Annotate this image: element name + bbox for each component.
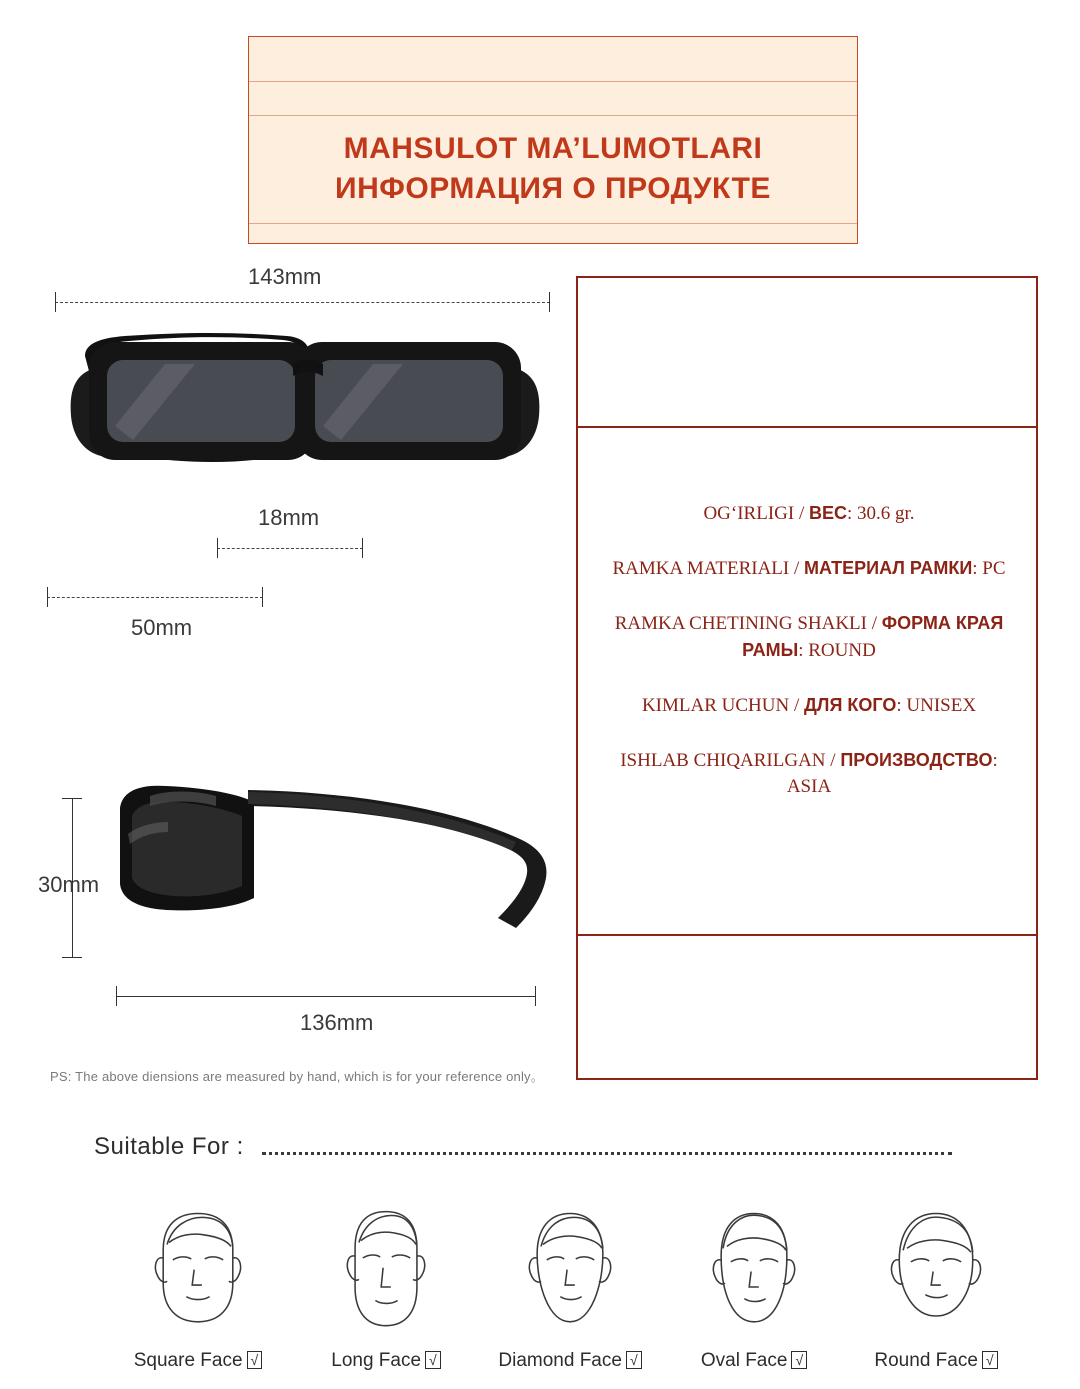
banner-title (249, 129, 857, 209)
face-label-round: Round Face (874, 1350, 978, 1371)
temple-length-tick-left (116, 986, 117, 1006)
spec-value-frame-shape: : ROUND (798, 640, 876, 661)
front-width-tick-left (55, 292, 56, 312)
front-width-dash-line (55, 302, 550, 303)
spec-label-uz-frame-material: RAMKA MATERIALI / (612, 558, 805, 579)
banner-rule-2 (249, 115, 857, 116)
spec-label-uz-audience: KIMLAR UCHUN / (641, 695, 804, 716)
sunglasses-side-view (98, 782, 558, 962)
spec-divider-bottom (578, 934, 1036, 936)
bridge-tick-left (217, 538, 218, 558)
header-banner (248, 36, 858, 244)
face-caption-long (288, 1350, 484, 1372)
face-caption-diamond (472, 1350, 668, 1372)
spec-value-audience: : UNISEX (896, 695, 977, 716)
temple-length-tick-right (535, 986, 536, 1006)
specification-list (596, 500, 1022, 828)
spec-row-weight (596, 500, 1022, 527)
spec-label-uz-origin: ISHLAB CHIQARILGAN / (620, 750, 841, 771)
face-item-oval (656, 1200, 852, 1371)
face-label-oval: Oval Face (700, 1350, 788, 1371)
face-item-long (288, 1200, 484, 1371)
spec-value-frame-material: : PC (972, 558, 1006, 579)
face-check-square: √ (247, 1351, 263, 1369)
spec-label-uz-frame-shape: RAMKA CHETINING SHAKLI / (614, 613, 882, 634)
spec-value-origin: : ASIA (786, 750, 998, 797)
square-face-icon (100, 1200, 296, 1345)
measurement-disclaimer: PS: The above diensions are measured by hand, which is for your reference only。 (50, 1069, 544, 1084)
spec-divider-top (578, 426, 1036, 428)
suitable-for-title: Suitable For : (94, 1133, 244, 1160)
lens-width-dash-line (47, 597, 263, 598)
face-check-round: √ (982, 1351, 998, 1369)
spec-row-frame-shape (596, 610, 1022, 664)
spec-value-weight: : 30.6 gr. (846, 503, 915, 524)
dimension-lens-height-label: 30mm (38, 872, 100, 897)
round-face-icon (838, 1200, 1034, 1345)
face-item-diamond (472, 1200, 668, 1371)
banner-title-ru: ИНФОРМАЦИЯ О ПРОДУКТЕ (335, 172, 771, 205)
temple-length-line (116, 996, 536, 997)
spec-label-ru-frame-material: МАТЕРИАЛ РАМКИ (804, 558, 973, 578)
oval-face-icon (656, 1200, 852, 1345)
spec-label-ru-origin: ПРОИЗВОДСТВО (840, 750, 993, 770)
dimension-front-width-label: 143mm (248, 264, 322, 289)
face-shape-list (60, 1200, 1040, 1380)
long-face-icon (288, 1200, 484, 1345)
face-label-diamond: Diamond Face (498, 1350, 622, 1371)
banner-rule-1 (249, 81, 857, 82)
face-check-diamond: √ (626, 1351, 642, 1369)
face-caption-round (838, 1350, 1034, 1372)
lens-width-tick-right (262, 587, 263, 607)
face-check-oval: √ (791, 1351, 807, 1369)
face-item-square (100, 1200, 296, 1371)
dimension-lens-width-label: 50mm (131, 615, 193, 640)
bridge-tick-right (362, 538, 363, 558)
spec-row-origin (596, 747, 1022, 800)
specification-box (576, 276, 1038, 1080)
lens-height-tick-top (62, 798, 82, 799)
face-caption-oval (656, 1350, 852, 1372)
lens-height-tick-bottom (62, 957, 82, 958)
diamond-face-icon (472, 1200, 668, 1345)
face-item-round (838, 1200, 1034, 1371)
banner-title-uz: MAHSULOT MA’LUMOTLARI (343, 132, 763, 165)
face-check-long: √ (425, 1351, 441, 1369)
dimension-bridge-label: 18mm (258, 505, 320, 530)
lens-width-tick-left (47, 587, 48, 607)
banner-rule-3 (249, 223, 857, 224)
spec-row-audience (596, 692, 1022, 719)
suitable-for-dotted-rule (262, 1152, 952, 1155)
dimension-temple-length-label: 136mm (300, 1010, 374, 1035)
front-width-tick-right (549, 292, 550, 312)
face-caption-square (100, 1350, 296, 1372)
spec-label-ru-weight: ВЕС (808, 503, 847, 523)
face-label-long: Long Face (331, 1350, 422, 1371)
sunglasses-front-view (55, 330, 555, 490)
spec-label-ru-frame-shape: ФОРМА КРАЯ РАМЫ (742, 613, 1004, 660)
spec-label-ru-audience: ДЛЯ КОГО (803, 695, 897, 715)
face-label-square: Square Face (133, 1350, 243, 1371)
spec-label-uz-weight: OG‘IRLIGI / (703, 503, 809, 524)
bridge-dash-line (217, 548, 363, 549)
spec-row-frame-material (596, 555, 1022, 582)
